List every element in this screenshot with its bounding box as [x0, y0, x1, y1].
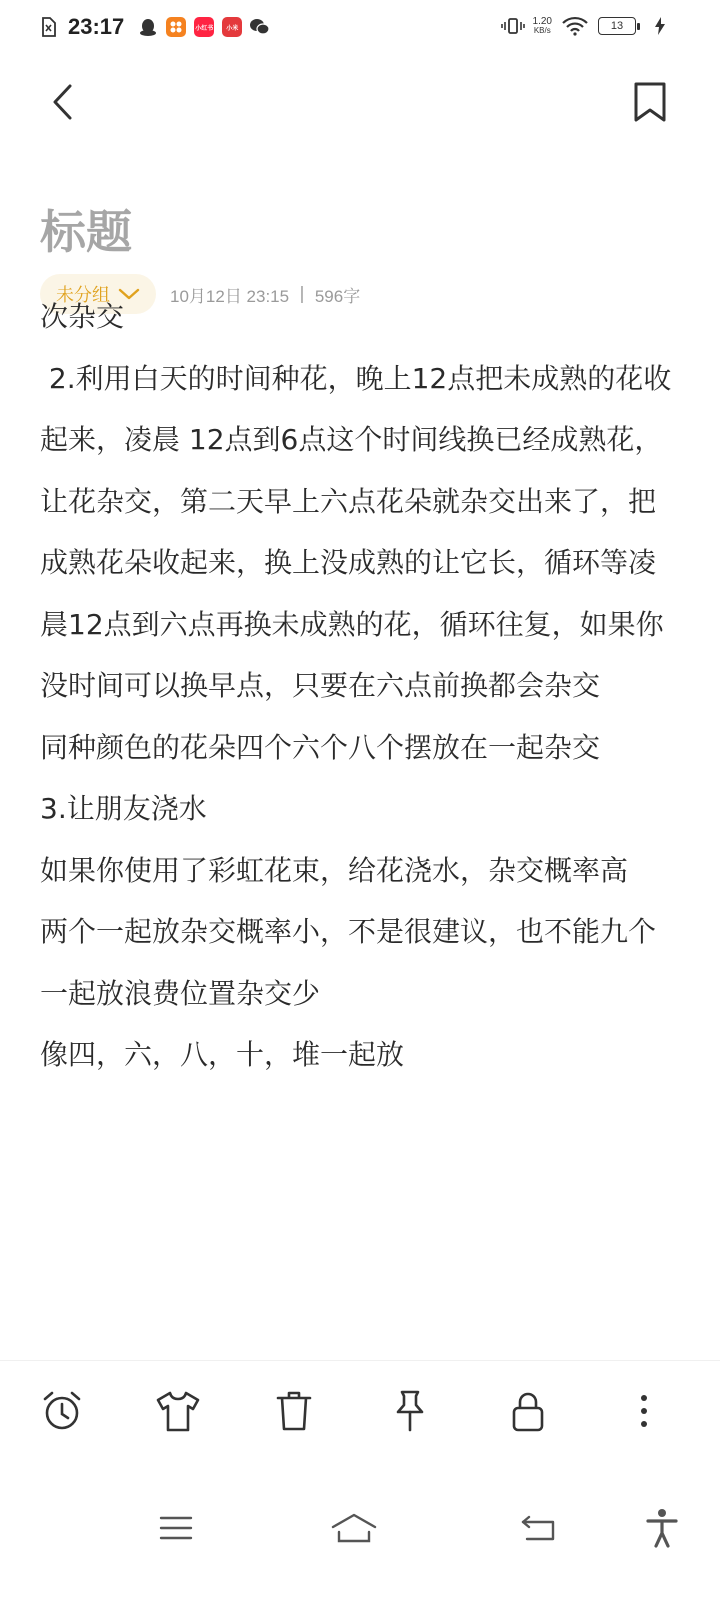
lock-icon	[510, 1389, 546, 1433]
bookmark-icon	[634, 82, 666, 122]
more-button[interactable]	[620, 1387, 668, 1435]
alarm-icon	[40, 1389, 84, 1433]
status-bar-right	[503, 16, 670, 36]
theme-shirt-icon	[155, 1389, 201, 1433]
charging-icon	[650, 16, 670, 36]
vibrate-icon	[503, 16, 523, 36]
more-icon	[639, 1393, 649, 1429]
theme-button[interactable]	[154, 1387, 202, 1435]
content-line: 同种颜色的花朵四个六个八个摆放在一起杂交	[40, 730, 601, 764]
app-notification-icon	[166, 17, 186, 37]
note-body[interactable]	[0, 300, 720, 1358]
status-time: 23:17	[68, 14, 125, 39]
home-button[interactable]	[328, 1504, 380, 1552]
back-nav-button[interactable]	[514, 1504, 562, 1552]
shopping-app-label: 小米	[226, 24, 239, 32]
delete-button[interactable]	[270, 1387, 318, 1435]
status-bar	[0, 0, 720, 56]
meta-separator: |	[299, 284, 305, 304]
status-bar-left	[38, 14, 270, 40]
battery-level: 13	[610, 20, 624, 32]
system-nav-bar	[0, 1490, 720, 1570]
pin-icon	[390, 1389, 430, 1433]
content-line: 像四，六，八，十，堆一起放	[40, 1038, 405, 1071]
sim-missing-icon	[38, 17, 58, 37]
chevron-left-icon	[50, 83, 74, 121]
content-line: 两个一起放杂交概率小，不是很建议，也不能九个一起放浪费位置杂交少	[40, 915, 657, 1010]
lock-button[interactable]	[504, 1387, 552, 1435]
shopping-app-icon	[222, 17, 242, 37]
group-label: 未分组	[56, 285, 110, 306]
pin-button[interactable]	[386, 1387, 434, 1435]
wifi-icon	[562, 16, 588, 36]
accessibility-button[interactable]	[638, 1504, 686, 1552]
battery-indicator	[598, 17, 636, 35]
note-title[interactable]: 标题	[40, 205, 132, 259]
note-content[interactable]	[40, 286, 680, 1086]
content-line: 如果你使用了彩虹花束，给花浇水，杂交概率高	[40, 853, 629, 887]
content-line: 2.利用白天的时间种花，晚上12点把未成熟的花收起来，凌晨 12点到6点这个时间线换已经成熟花，让花杂交，第二天早上六点花朵就杂交出来了，把成熟花朵收起来，换上没成熟的让它长，循环等凌晨12点到六点再换未成熟的花，循环往复，如果你没时间可以换早点，只要在六点前换都会杂交	[40, 361, 672, 702]
back-button[interactable]	[40, 80, 84, 124]
xiaohongshu-label: 小红书	[195, 24, 214, 32]
xiaohongshu-icon	[194, 17, 214, 37]
network-speed	[533, 17, 552, 35]
back-nav-icon	[519, 1513, 557, 1543]
reminder-button[interactable]	[38, 1387, 86, 1435]
note-date: 10月12日 23:15	[170, 286, 290, 306]
delete-icon	[274, 1389, 314, 1433]
network-speed-value: 1.20	[532, 16, 552, 27]
bookmark-button[interactable]	[628, 80, 672, 124]
word-count: 596字	[314, 286, 361, 306]
wechat-icon	[250, 17, 270, 37]
qq-penguin-icon	[138, 17, 158, 37]
accessibility-icon	[645, 1508, 679, 1548]
bottom-toolbar	[0, 1360, 720, 1460]
content-line: 3.让朋友浇水	[40, 792, 207, 825]
home-icon	[330, 1512, 378, 1544]
network-speed-unit: KB/s	[533, 26, 551, 35]
recent-apps-button[interactable]	[152, 1504, 200, 1552]
content-line: 次杂交	[40, 300, 125, 333]
menu-icon	[158, 1514, 194, 1542]
